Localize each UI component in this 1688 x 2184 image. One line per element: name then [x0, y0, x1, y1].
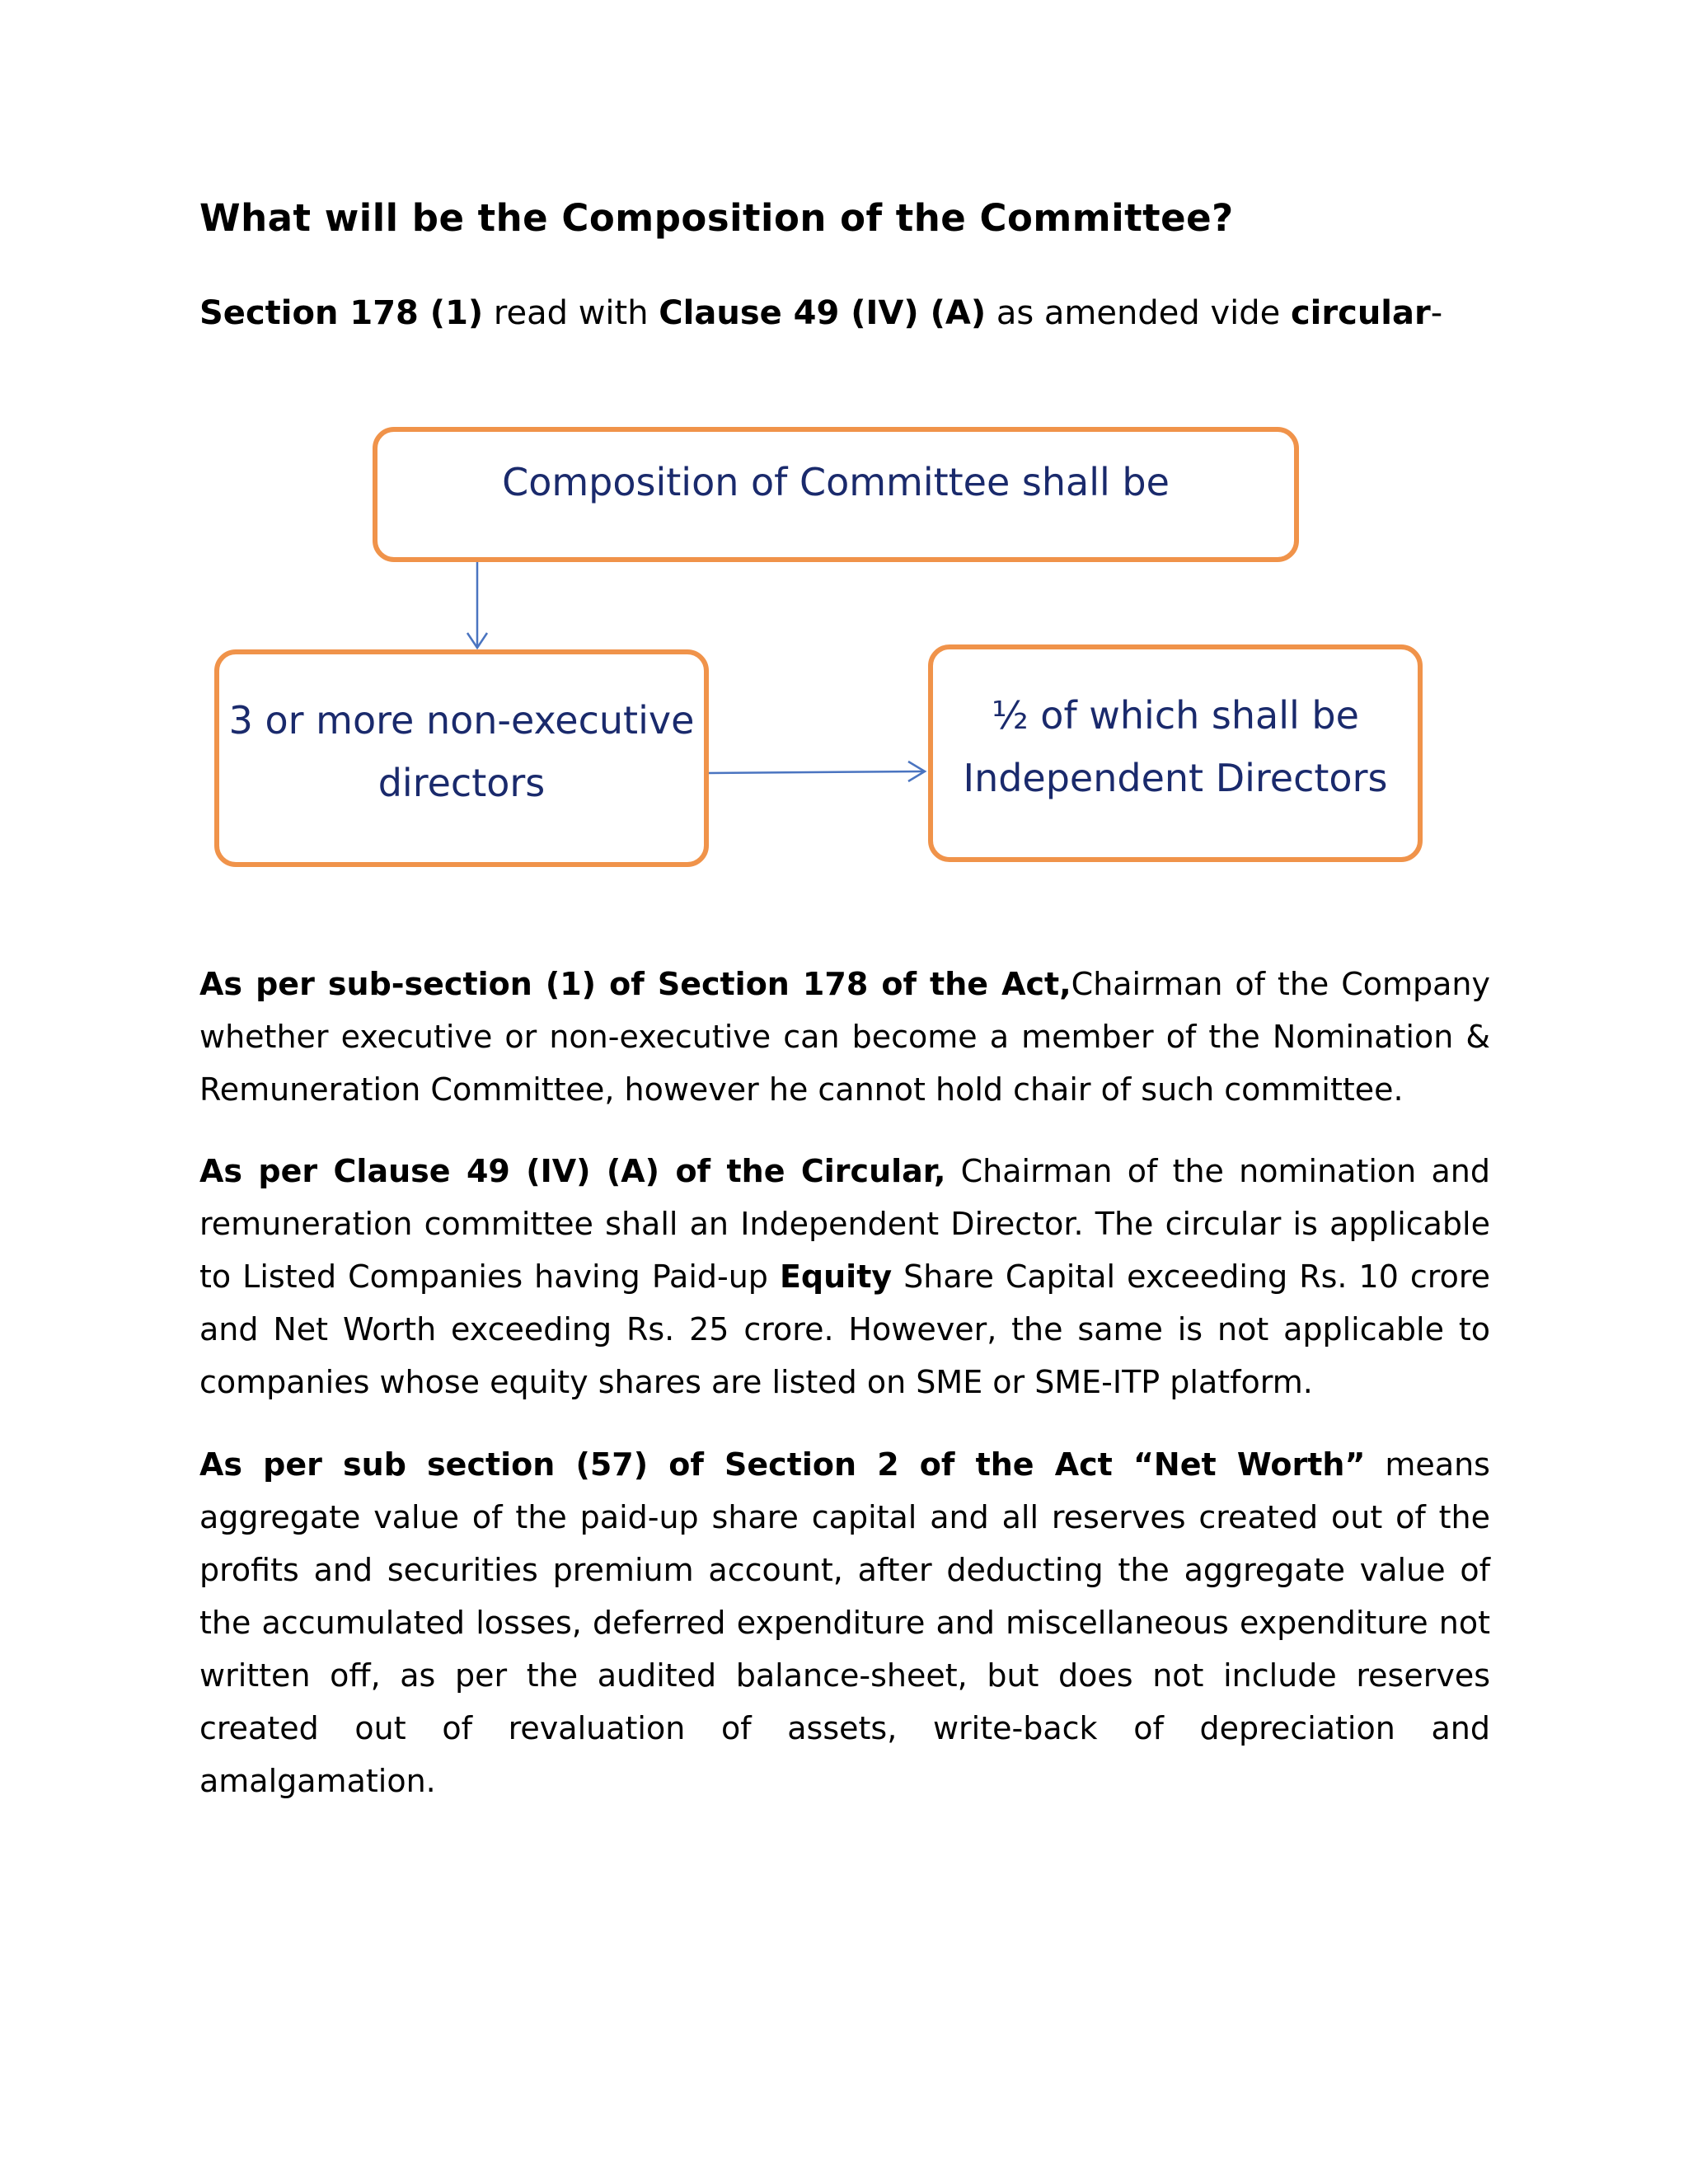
para2-text-2: Share Capital exceeding Rs. 10 crore and Net Worth exceeding Rs. 25 crore. However, the same is not applicable to companies whose equity shares are listed on SME or SME-ITP platform. — [199, 1258, 1490, 1400]
non-executive-line-2: directors — [377, 761, 546, 805]
arrow-down-head — [467, 633, 487, 648]
independent-line-2: Independent Directors — [963, 756, 1388, 800]
para2-text-1: Chairman of the nomination and remuneration committee shall an Independent Director. The circular is applicable to Listed Companies having Paid-up — [199, 1153, 1490, 1295]
para1-text: Chairman of the Company whether executive or non-executive can become a member of the Nomination & Remuneration Committee, however he cannot hold chair of such committee. — [199, 966, 1491, 1108]
intro-text-1: read with — [483, 294, 659, 332]
intro-clause-ref: Clause 49 (IV) (A) — [659, 294, 987, 332]
intro-text-3: - — [1430, 294, 1443, 332]
independent-directors-box — [928, 644, 1423, 862]
independent-line-1: ½ of which shall be — [992, 693, 1359, 738]
intro-text-2: as amended vide — [986, 294, 1291, 332]
para2-equity: Equity — [779, 1258, 893, 1295]
non-executive-line-1: 3 or more non-executive — [228, 698, 695, 743]
para3-text: means aggregate value of the paid-up share capital and all reserves created out of the profits and securities premium account, after deducting the aggregate value of the accumulated losses, deferred expenditure and miscellaneous expenditure not written off, as per the audited balance-sheet, but does not include reserves created out of revaluation of assets, write-back of depreciation and amalgamation. — [199, 1446, 1490, 1799]
non-executive-directors-box — [214, 649, 709, 867]
intro-section-ref: Section 178 (1) — [199, 294, 484, 332]
arrow-right-head — [908, 762, 925, 781]
para1-bold: As per sub-section (1) of Section 178 of the Act, — [199, 966, 1071, 1002]
paragraph-clause-49 — [199, 1145, 1490, 1408]
intro-circular-ref: circular — [1290, 294, 1431, 332]
paragraph-section-178 — [199, 958, 1490, 1116]
composition-box — [373, 427, 1299, 562]
para3-bold: As per sub section (57) of Section 2 of the Act “Net Worth” — [199, 1446, 1366, 1483]
arrow-right-connector — [709, 771, 923, 773]
page-heading: What will be the Composition of the Committee? — [199, 196, 1234, 240]
paragraph-net-worth — [199, 1438, 1490, 1807]
composition-box-label: Composition of Committee shall be — [502, 460, 1170, 504]
para2-bold: As per Clause 49 (IV) (A) of the Circular, — [199, 1153, 946, 1189]
intro-line — [199, 290, 1442, 336]
